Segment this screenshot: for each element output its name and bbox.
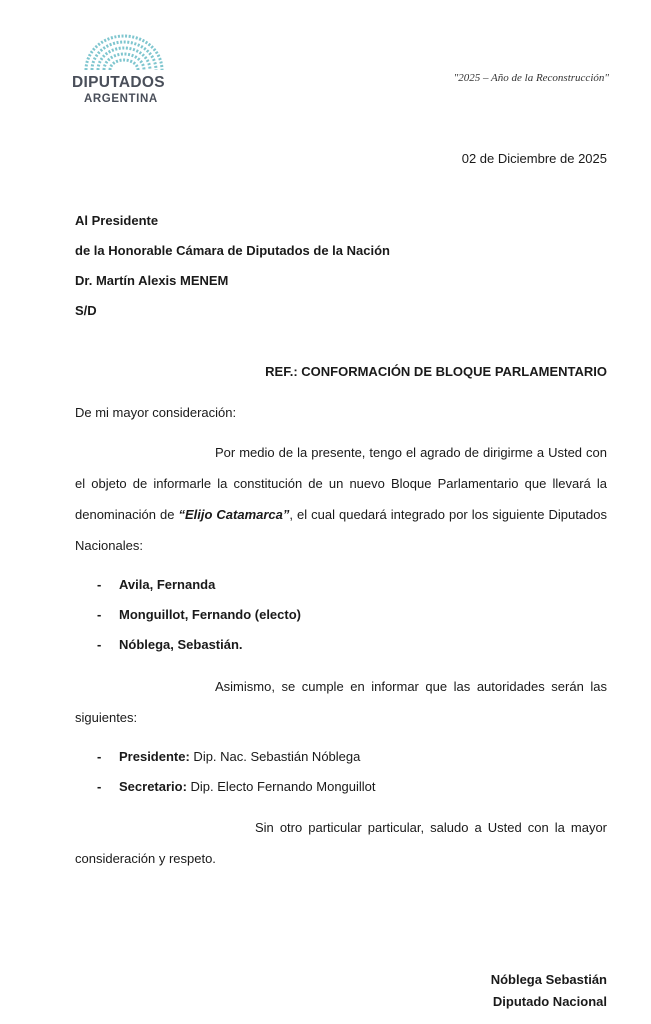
paragraph-1-start: Por medio de la presente, tengo el agrado de dirigirme a Usted con el objeto de informarle la constitución de un nuevo Bloque Parlamentario que llevará la denominación de [75, 445, 607, 522]
recipient-line-3: Dr. Martín Alexis MENEM [75, 273, 229, 288]
member-item: - Nóblega, Sebastián. [97, 637, 243, 652]
authority-name: Dip. Electo Fernando Monguillot [186, 779, 376, 794]
authority-item: - Secretario: Dip. Electo Fernando Monguillot [97, 779, 376, 794]
logo-subtitle: ARGENTINA [84, 93, 158, 105]
bloc-name: “Elijo Catamarca” [178, 507, 290, 522]
authority-role: Presidente: [119, 749, 190, 764]
reference-line: REF.: CONFORMACIÓN DE BLOQUE PARLAMENTARIO [265, 364, 607, 379]
member-name: Nóblega, Sebastián. [119, 637, 243, 652]
authority-role: Secretario: [119, 779, 187, 794]
authority-item: - Presidente: Dip. Nac. Sebastián Nóblega [97, 749, 361, 764]
member-item: - Avila, Fernanda [97, 577, 216, 592]
year-motto: "2025 – Año de la Reconstrucción" [453, 72, 609, 84]
recipient-line-2: de la Honorable Cámara de Diputados de la Nación [75, 243, 390, 258]
letter-date: 02 de Diciembre de 2025 [461, 151, 607, 166]
member-name: Monguillot, Fernando (electo) [119, 607, 301, 622]
member-name: Avila, Fernanda [119, 577, 216, 592]
signature-title: Diputado Nacional [492, 994, 607, 1009]
diputados-logo [72, 32, 172, 105]
recipient-line-4: S/D [75, 303, 97, 318]
closing-paragraph: Sin otro particular particular, saludo a Usted con la mayor consideración y respeto. [75, 820, 607, 866]
authority-name: Dip. Nac. Sebastián Nóblega [189, 749, 361, 764]
salutation: De mi mayor consideración: [75, 405, 237, 420]
logo-title: DIPUTADOS [72, 74, 165, 91]
paragraph-1 [75, 437, 607, 561]
recipient-line-1: Al Presidente [75, 213, 159, 228]
member-item: - Monguillot, Fernando (electo) [97, 607, 301, 622]
paragraph-2: Asimismo, se cumple en informar que las autoridades serán las siguientes: [75, 679, 607, 725]
signature-name: Nóblega Sebastián [490, 972, 607, 987]
paragraph-1-end: , el cual quedará integrado por los siguiente Diputados Nacionales: [75, 507, 607, 553]
hemicycle-icon [82, 32, 166, 72]
